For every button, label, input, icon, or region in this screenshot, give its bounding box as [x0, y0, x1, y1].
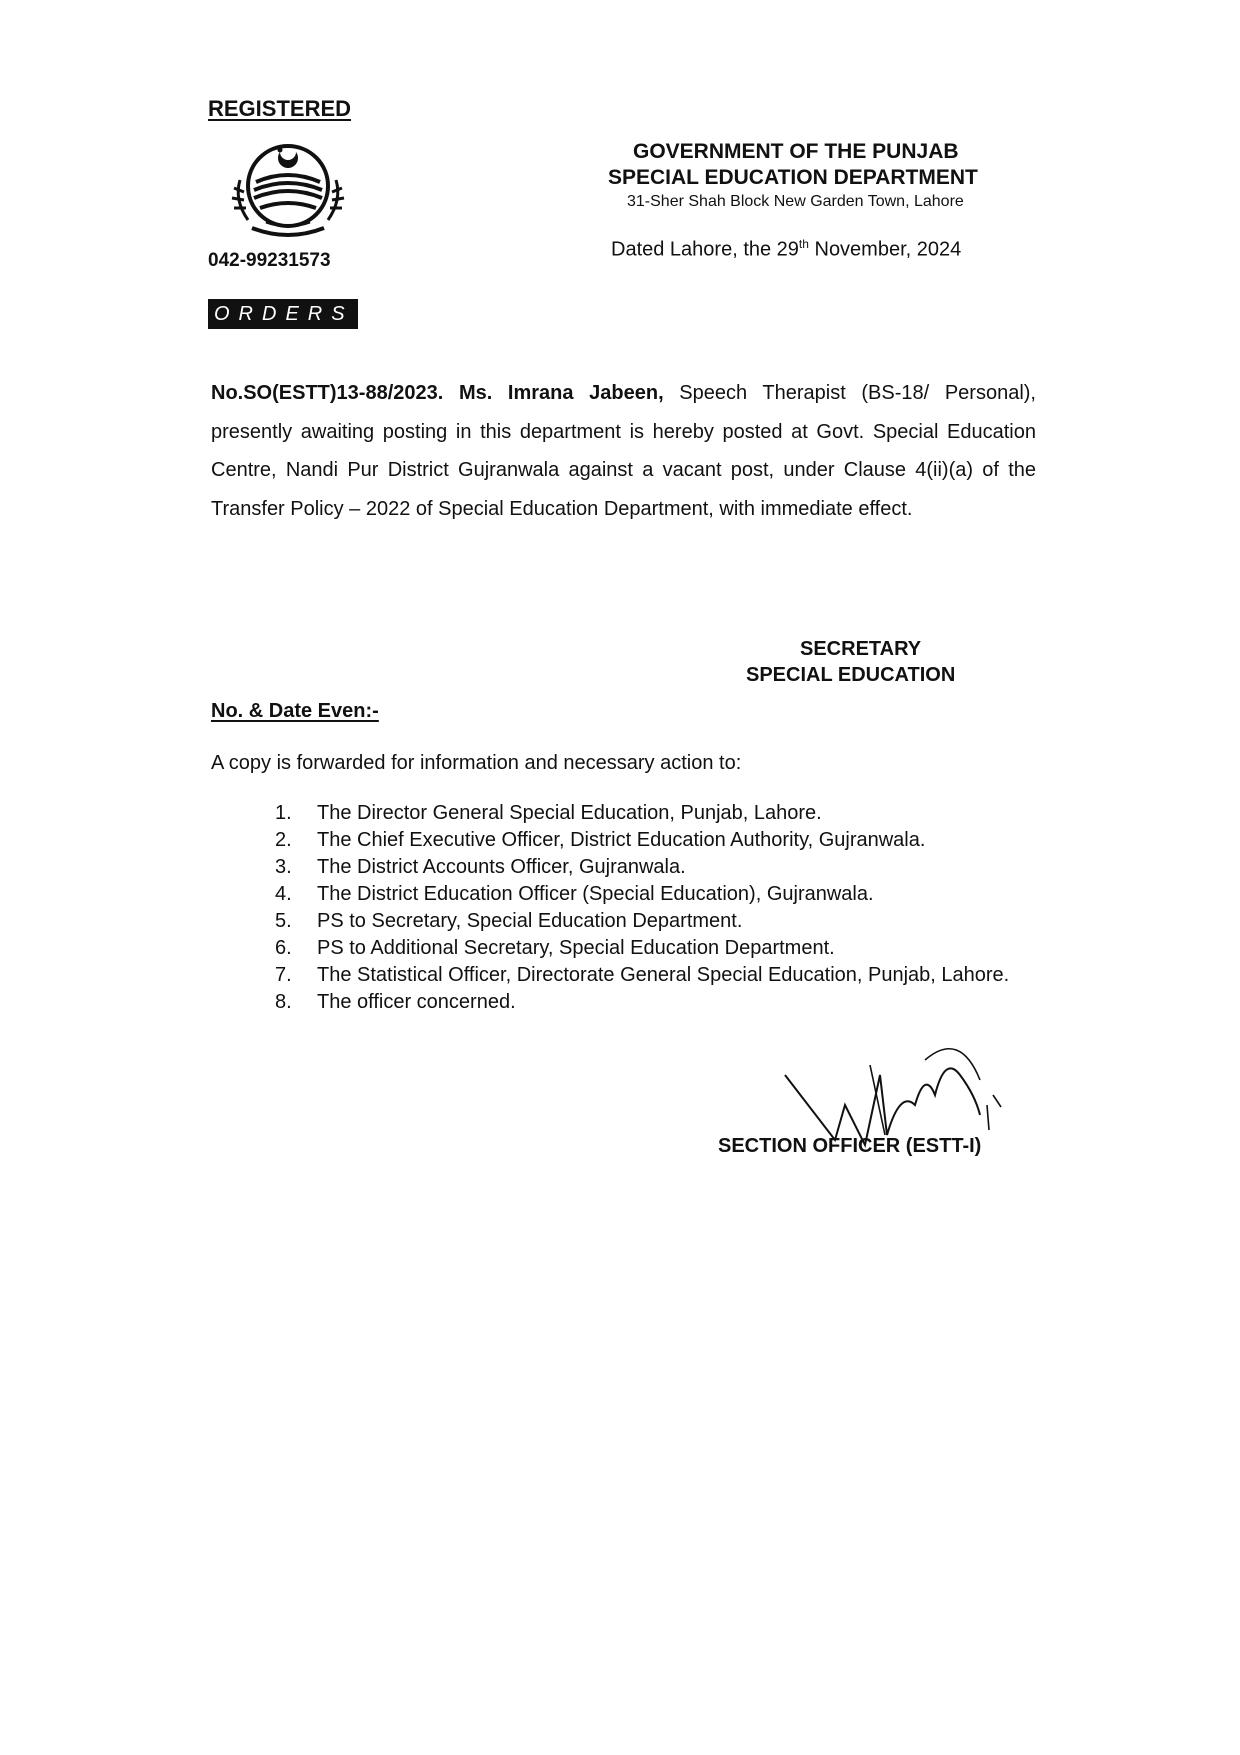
- list-item-text: The Director General Special Education, Punjab, Lahore.: [317, 802, 822, 824]
- list-item: [275, 908, 1055, 935]
- list-item-number: 2.: [275, 829, 292, 851]
- list-item-number: 6.: [275, 937, 292, 959]
- list-item: [275, 881, 1055, 908]
- punjab-seal-emblem: [218, 130, 358, 248]
- list-item-number: 3.: [275, 856, 292, 878]
- signatory-title-line1: SECRETARY: [800, 638, 922, 660]
- orders-label: ORDERS: [208, 299, 358, 329]
- list-item-text: The officer concerned.: [317, 991, 516, 1013]
- list-item: [275, 962, 1055, 989]
- order-person-name: Ms. Imrana Jabeen,: [458, 382, 664, 404]
- registered-label: REGISTERED: [208, 96, 352, 121]
- list-item-number: 7.: [275, 964, 292, 986]
- list-item-number: 4.: [275, 883, 292, 905]
- list-item-number: 1.: [275, 802, 292, 824]
- dated-prefix: Dated Lahore, the 29: [611, 238, 799, 261]
- distribution-intro: A copy is forwarded for information and necessary action to:: [211, 752, 742, 774]
- list-item-text: PS to Secretary, Special Education Department.: [317, 910, 743, 932]
- list-item-text: The District Education Officer (Special Education), Gujranwala.: [317, 883, 874, 905]
- dated-superscript: th: [798, 237, 809, 251]
- phone-number: 042-99231573: [208, 250, 331, 271]
- distribution-list: [275, 800, 1055, 1016]
- dated-line: [611, 237, 961, 262]
- order-body: Speech Therapist (BS-18/ Personal), presently awaiting posting in this department is hereby posted at Govt. Special Education Centre, Nandi Pur District Gujranwala against a vacant post, under Clause 4(ii)(a) of the Transfer Policy – 2022 of Special Education Department, with immediate effect.: [211, 382, 1036, 520]
- department-address: 31-Sher Shah Block New Garden Town, Lahore: [627, 193, 964, 210]
- distribution-heading: No. & Date Even:-: [211, 700, 379, 722]
- list-item: [275, 800, 1055, 827]
- government-title: GOVERNMENT OF THE PUNJAB: [633, 140, 959, 163]
- list-item-number: 5.: [275, 910, 292, 932]
- dated-suffix: November, 2024: [808, 238, 962, 261]
- order-number: No.SO(ESTT)13-88/2023.: [211, 382, 444, 404]
- order-paragraph: [211, 374, 1036, 528]
- section-officer-title: SECTION OFFICER (ESTT-I): [718, 1135, 982, 1157]
- list-item-text: The Chief Executive Officer, District Education Authority, Gujranwala.: [317, 829, 926, 851]
- list-item-text: PS to Additional Secretary, Special Education Department.: [317, 937, 835, 959]
- list-item-number: 8.: [275, 991, 292, 1013]
- list-item-text: The Statistical Officer, Directorate General Special Education, Punjab, Lahore.: [317, 964, 1010, 986]
- list-item: [275, 989, 1055, 1016]
- list-item: [275, 935, 1055, 962]
- list-item-text: The District Accounts Officer, Gujranwala.: [317, 856, 686, 878]
- department-title: SPECIAL EDUCATION DEPARTMENT: [608, 166, 978, 189]
- list-item: [275, 854, 1055, 881]
- signatory-title-line2: SPECIAL EDUCATION: [746, 664, 956, 686]
- list-item: [275, 827, 1055, 854]
